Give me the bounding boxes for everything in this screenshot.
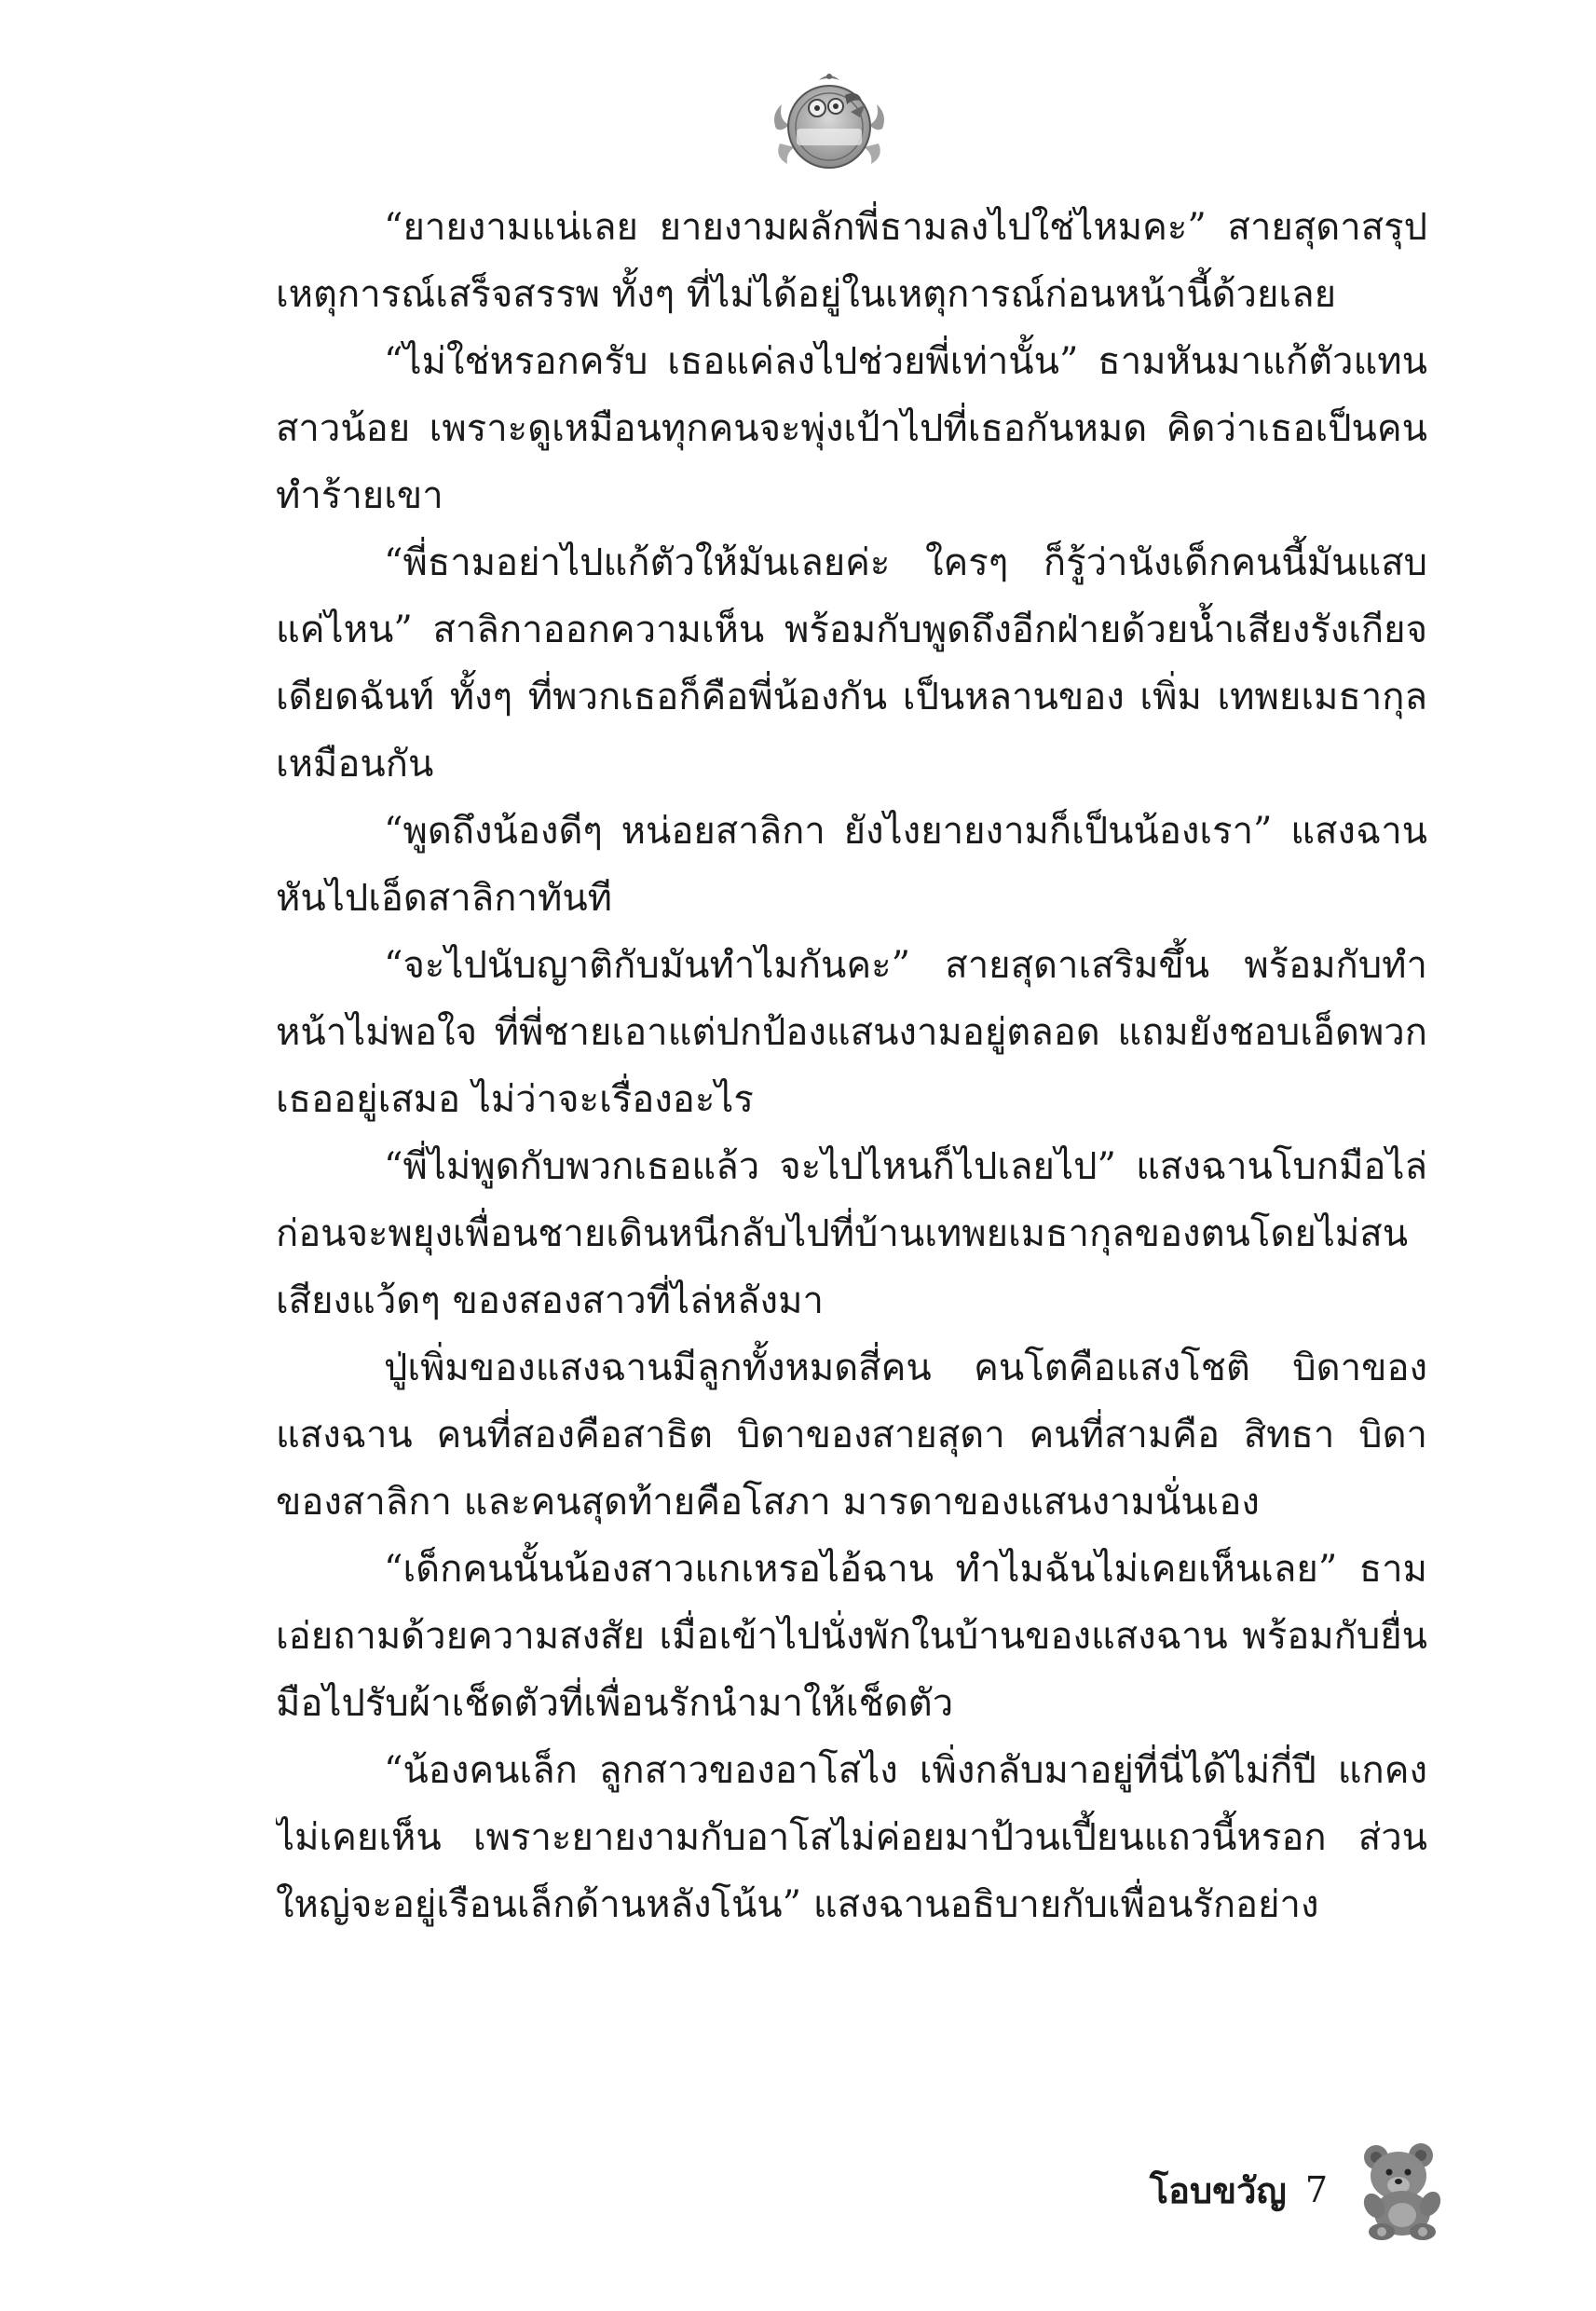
- teddy-bear-icon: [1354, 2139, 1447, 2241]
- paragraph: “พี่ธามอย่าไปแก้ตัวให้มันเลยค่ะ ใครๆ ก็รู้ว่านังเด็กคนนี้มันแสบแค่ไหน” สาลิกาออกความเห็น พร้อมกับพูดถึงอีกฝ่ายด้วยน้ำเสียงรังเกียจเดียดฉันท์ ทั้งๆ ที่พวกเธอก็คือพี่น้องกัน เป็นหลานของ เพิ่ม เทพยเมธากุล เหมือนกัน: [276, 541, 1427, 786]
- book-title: โอบขวัญ: [1149, 2169, 1287, 2211]
- ornamental-seal-logo: [769, 63, 890, 185]
- paragraph: ปู่เพิ่มของแสงฉานมีลูกทั้งหมดสี่คน คนโตคือแสงโชติ บิดาของแสงฉาน คนที่สองคือสาธิต บิดาของสายสุดา คนที่สามคือ สิทธา บิดาของสาลิกา และคนสุดท้ายคือโสภา มารดาของแสนงามนั่นเอง: [276, 1347, 1427, 1524]
- page-footer: [1150, 2134, 1447, 2246]
- paragraph: “ยายงามแน่เลย ยายงามผลักพี่ธามลงไปใช่ไหมคะ” สายสุดาสรุปเหตุการณ์เสร็จสรรพ ทั้งๆ ที่ไม่ได้อยู่ในเหตุการณ์ก่อนหน้านี้ด้วยเลย: [276, 206, 1427, 316]
- paragraph: “พี่ไม่พูดกับพวกเธอแล้ว จะไปไหนก็ไปเลยไป” แสงฉานโบกมือไล่ ก่อนจะพยุงเพื่อนชายเดินหนีกลับไปที่บ้านเทพยเมธากุลของตนโดยไม่สนเสียงแว้ดๆ ของสองสาวที่ไล่หลังมา: [276, 1145, 1427, 1322]
- page-number: 7: [1304, 2169, 1328, 2210]
- paragraph: “พูดถึงน้องดีๆ หน่อยสาลิกา ยังไงยายงามก็เป็นน้องเรา” แสงฉานหันไปเอ็ดสาลิกาทันที: [276, 810, 1427, 920]
- paragraph: “น้องคนเล็ก ลูกสาวของอาโสไง เพิ่งกลับมาอยู่ที่นี่ได้ไม่กี่ปี แกคงไม่เคยเห็น เพราะยายงามกับอาโสไม่ค่อยมาป้วนเปี้ยนแถวนี้หรอก ส่วนใหญ่จะอยู่เรือนเล็กด้านหลังโน้น” แสงฉานอธิบายกับเพื่อนรักอย่าง: [276, 1749, 1427, 1926]
- paragraph: “ไม่ใช่หรอกครับ เธอแค่ลงไปช่วยพี่เท่านั้น” ธามหันมาแก้ตัวแทนสาวน้อย เพราะดูเหมือนทุกคนจะพุ่งเป้าไปที่เธอกันหมด คิดว่าเธอเป็นคนทำร้ายเขา: [276, 340, 1427, 517]
- paragraph: “จะไปนับญาติกับมันทำไมกันคะ” สายสุดาเสริมขึ้น พร้อมกับทำหน้าไม่พอใจ ที่พี่ชายเอาแต่ปกป้องแสนงามอยู่ตลอด แถมยังชอบเอ็ดพวกเธออยู่เสมอ ไม่ว่าจะเรื่องอะไร: [276, 944, 1427, 1121]
- story-body: [276, 194, 1427, 2113]
- ornamental-seal-logo-icon: [769, 63, 890, 185]
- paragraph: “เด็กคนนั้นน้องสาวแกเหรอไอ้ฉาน ทำไมฉันไม่เคยเห็นเลย” ธามเอ่ยถามด้วยความสงสัย เมื่อเข้าไปนั่งพักในบ้านของแสงฉาน พร้อมกับยื่นมือไปรับผ้าเช็ดตัวที่เพื่อนรักนำมาให้เช็ดตัว: [276, 1548, 1427, 1725]
